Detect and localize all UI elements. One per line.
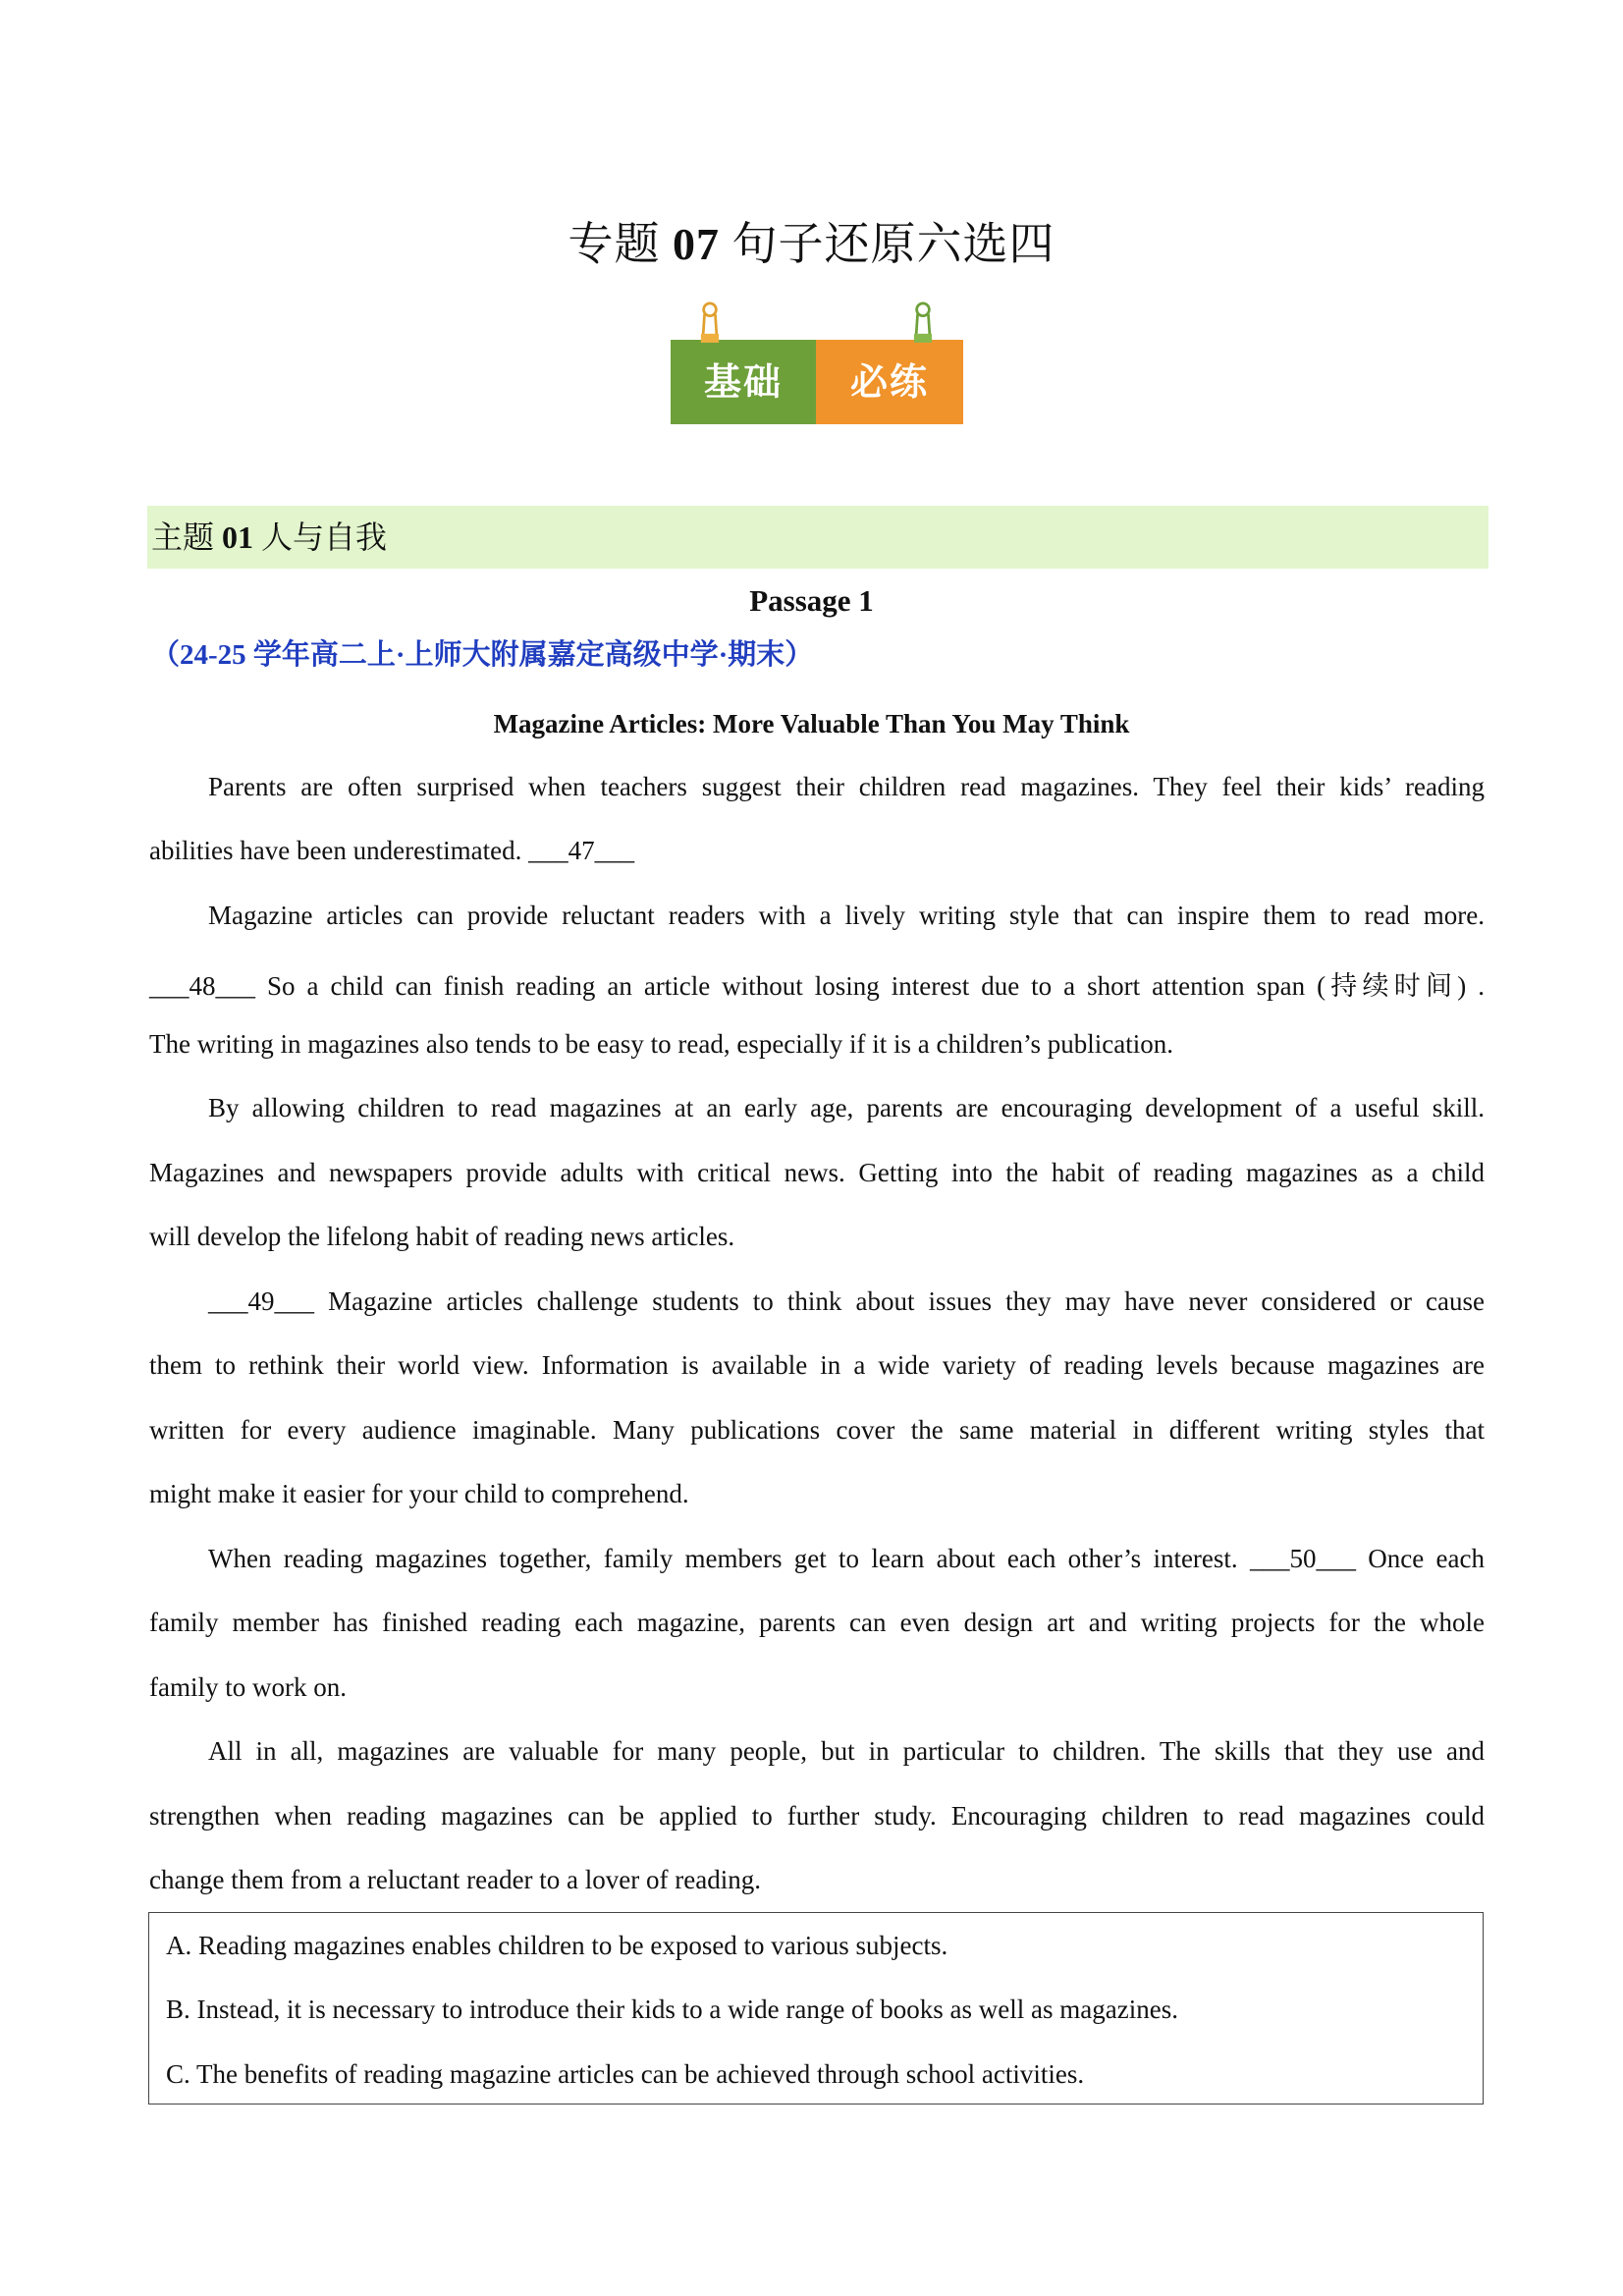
paragraph-line: them to rethink their world view. Information is available in a wide variety of reading levels because magazines are: [149, 1350, 1485, 1380]
paragraph-line: strengthen when reading magazines can be applied to further study. Encouraging children to read magazines could: [149, 1801, 1485, 1831]
paragraph-line: Magazines and newspapers provide adults with critical news. Getting into the habit of reading magazines as a child: [149, 1158, 1485, 1187]
title-text: 句子还原六选四: [731, 219, 1055, 269]
title-number: 07: [673, 219, 720, 269]
topic-heading: [151, 506, 387, 569]
page-title: [0, 208, 1623, 273]
paragraph-line: abilities have been underestimated. ___47___: [149, 836, 635, 865]
binder-clip-icon: [913, 301, 933, 344]
passage-label: Passage 1: [749, 583, 874, 618]
topic-prefix: 主题: [151, 519, 215, 555]
topic-heading-bar: [147, 506, 1488, 569]
paragraph-line: Magazine articles can provide reluctant readers with a lively writing style that can inspire them to read more.: [208, 901, 1485, 930]
paragraph-line: All in all, magazines are valuable for many people, but in particular to children. The skills that they use and: [208, 1736, 1485, 1766]
binder-clip-icon: [700, 301, 720, 344]
paragraph-line: family to work on.: [149, 1672, 347, 1702]
options-box: [148, 1912, 1484, 2105]
topic-number: 01: [222, 519, 254, 555]
title-prefix: 专题: [568, 219, 661, 269]
practice-badge: [671, 301, 963, 424]
paragraph-line: ___48___ So a child can finish reading an article without losing interest due to a short attention span (持续时间) .: [149, 971, 1485, 1001]
paragraph-line: ___49___ Magazine articles challenge students to think about issues they may have never considered or cause: [208, 1286, 1485, 1316]
paragraph-line: The writing in magazines also tends to be easy to read, especially if it is a children’s publication.: [149, 1029, 1173, 1059]
paragraph-line: When reading magazines together, family members get to learn about each other’s interest. ___50___ Once each: [208, 1544, 1485, 1573]
option-a: A. Reading magazines enables children to be exposed to various subjects.: [166, 1931, 948, 1960]
topic-text: 人与自我: [261, 519, 388, 555]
article-title: Magazine Articles: More Valuable Than You May Think: [493, 709, 1130, 738]
paragraph-line: Parents are often surprised when teachers suggest their children read magazines. They feel their kids’ reading: [208, 772, 1485, 801]
option-c: C. The benefits of reading magazine articles can be achieved through school activities.: [166, 2059, 1085, 2089]
paragraph-line: might make it easier for your child to comprehend.: [149, 1479, 689, 1508]
paragraph-line: By allowing children to read magazines at an early age, parents are encouraging development of a useful skill.: [208, 1093, 1485, 1122]
badge-left-label: 基础: [703, 360, 783, 404]
paragraph-line: written for every audience imaginable. Many publications cover the same material in different writing styles that: [149, 1415, 1485, 1445]
option-b: B. Instead, it is necessary to introduce their kids to a wide range of books as well as magazines.: [166, 1995, 1178, 2024]
badge-right-label: 必练: [849, 360, 929, 404]
passage-source: （24-25 学年高二上·上师大附属嘉定高级中学·期末）: [151, 639, 814, 671]
paragraph-line: will develop the lifelong habit of reading news articles.: [149, 1222, 735, 1251]
paragraph-line: family member has finished reading each magazine, parents can even design art and writing projects for the whole: [149, 1608, 1485, 1637]
paragraph-line: change them from a reluctant reader to a lover of reading.: [149, 1865, 761, 1894]
